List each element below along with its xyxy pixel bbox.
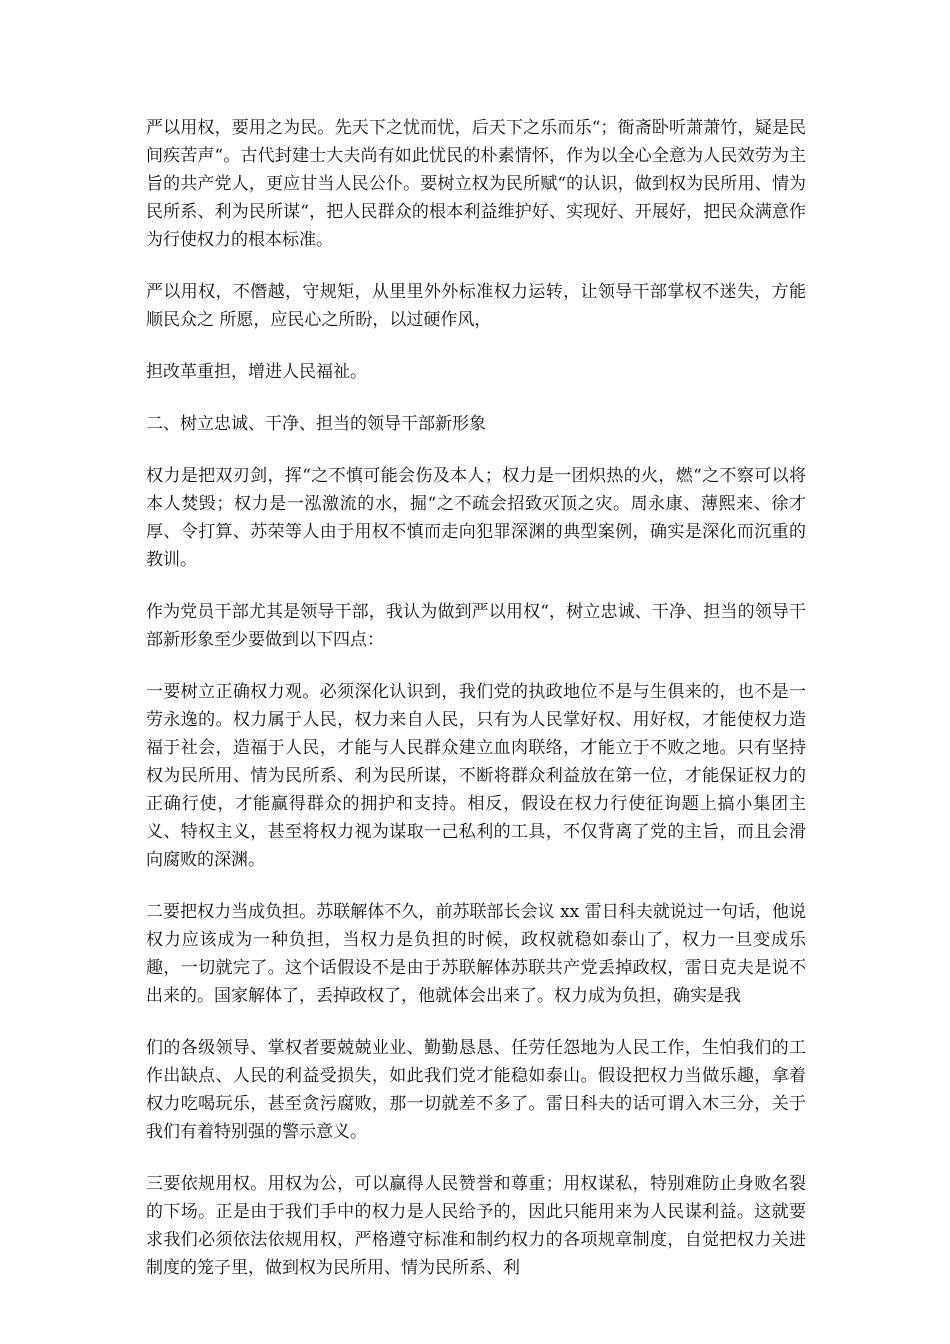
- paragraph-no-overstepping: 严以用权，不僭越，守规矩，从里里外外标准权力运转，让领导干部掌权不迷失，方能顺民众之 所愿，应民心之所盼，以过硬作风，: [146, 282, 806, 330]
- section-heading-new-image: 二、树立忠诚、干净、担当的领导干部新形象: [146, 414, 486, 434]
- paragraph-point-one: 一要树立正确权力观。必须深化认识到，我们党的执政地位不是与生俱来的，也不是一劳永逸的。权力属于人民，权力来自人民，只有为人民掌好权、用好权，才能使权力造福于社会，造福于人民，才能与人民群众建立血肉联络，才能立于不败之地。只有坚持权为民所用、情为民所系、利为民所谋，不断将群众利益放在第一位，才能保证权力的正确行使，才能赢得群众的拥护和支持。相反，假设在权力行使征询题上搞小集团主义、特权主义，甚至将权力视为谋取一己私利的工具，不仅背离了党的主旨，而且会滑向腐败的深渊。: [146, 682, 806, 870]
- paragraph-point-three: 三要依规用权。用权为公，可以赢得人民赞誉和尊重；用权谋私，特别难防止身败名裂的下场。正是由于我们手中的权力是人民给予的，因此只能用来为人民谋利益。这就要求我们必须依法依规用权，严格遵守标准和制约权力的各项规章制度，自觉把权力关进制度的笼子里，做到权为民所用、情为民所系、利: [146, 1174, 806, 1278]
- paragraph-reform-burden: 担改革重担，增进人民福祉。: [146, 362, 367, 382]
- paragraph-double-edged-sword: 权力是把双刃剑，挥“之不慎可能会伤及本人；权力是一团炽热的火，燃“之不察可以将本人焚毁；权力是一泓激流的水，掘“之不疏会招致灭顶之灾。周永康、薄熙来、徐才厚、令打算、苏荣等人由于用权不慎而走向犯罪深渊的典型案例，确实是深化而沉重的教训。: [146, 466, 806, 570]
- paragraph-four-points-intro: 作为党员干部尤其是领导干部，我认为做到严以用权“，树立忠诚、干净、担当的领导干部新形象至少要做到以下四点：: [146, 602, 806, 650]
- document-body: [146, 114, 806, 1306]
- paragraph-point-two-continued: 们的各级领导、掌权者要兢兢业业、勤勤恳恳、任劳任怨地为人民工作，生怕我们的工作出缺点、人民的利益受损失，如此我们党才能稳如泰山。假设把权力当做乐趣，拿着权力吃喝玩乐，甚至贪污腐败，那一切就差不多了。雷日科夫的话可谓入木三分，关于我们有着特别强的警示意义。: [146, 1038, 806, 1142]
- paragraph-use-power-for-people: 严以用权，要用之为民。先天下之忧而忧，后天下之乐而乐“；衙斋卧听萧萧竹，疑是民间疾苦声“。古代封建士大夫尚有如此忧民的朴素情怀，作为以全心全意为人民效劳为主旨的共产党人，更应甘当人民公仆。要树立权为民所赋“的认识，做到权为民所用、情为民所系、利为民所谋“，把人民群众的根本利益维护好、实现好、开展好，把民众满意作为行使权力的根本标准。: [146, 118, 806, 250]
- paragraph-point-two: 二要把权力当成负担。苏联解体不久，前苏联部长会议 xx 雷日科夫就说过一句话，他说权力应该成为一种负担，当权力是负担的时候，政权就稳如泰山了，权力一旦变成乐趣，一切就完了。这个话假设不是由于苏联解体苏联共产党丢掉政权，雷日克夫是说不出来的。国家解体了，丢掉政权了，他就体会出来了。权力成为负担，确实是我: [146, 902, 806, 1006]
